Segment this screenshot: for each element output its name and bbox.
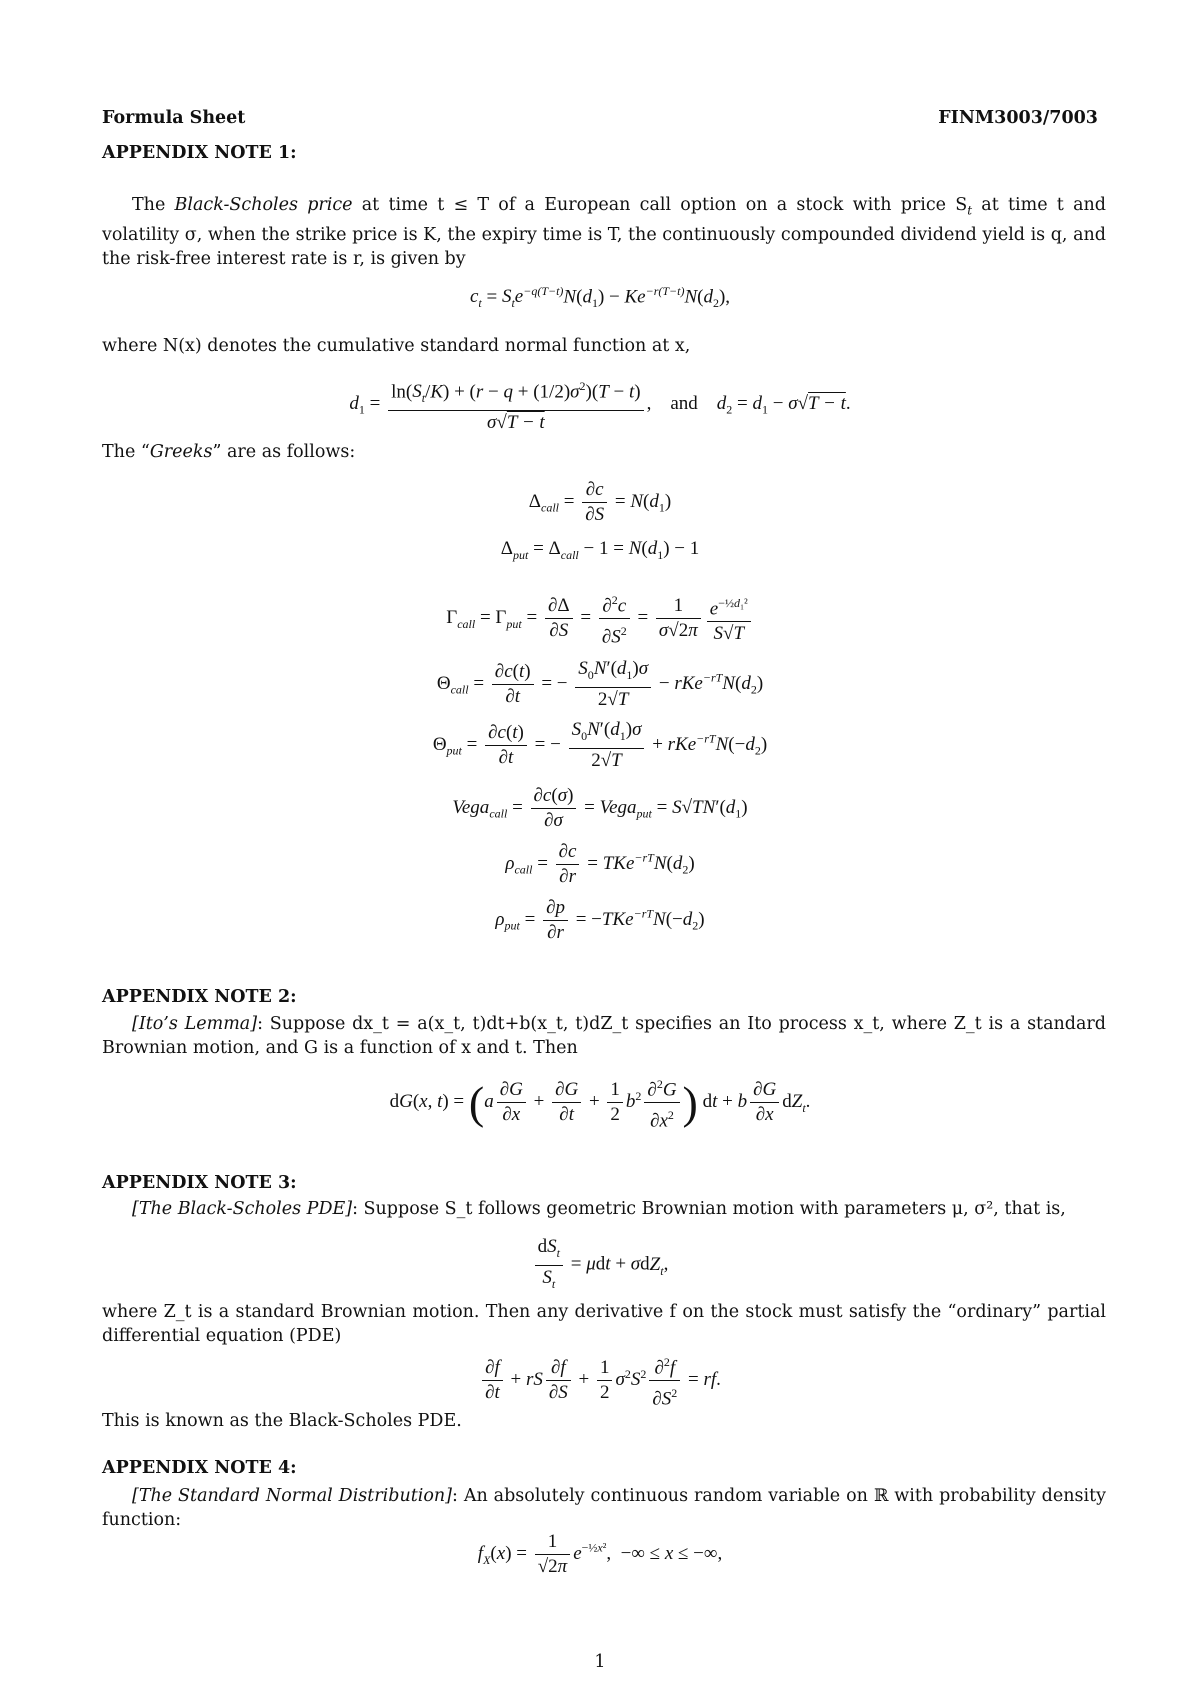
header-left: Formula Sheet <box>102 108 246 128</box>
formula-black-scholes-pde: $\frac{\partial f}{\partial t}$ + rS $\frac{\partial f}{\partial S}$ + $\frac{1}{2}$ $\sigma^2S^2$ $\frac{\partial^2f}{\partial S^2}$ = rf. <box>0 1350 1200 1412</box>
header-right: FINM3003/7003 <box>938 108 1098 128</box>
note3-where: where Z_t is a standard Brownian motion. Then any derivative f on the stock must satisfy the “ordinary” partial differential equation (PDE) <box>102 1302 1106 1346</box>
note1-where-nx: where N(x) denotes the cumulative standard normal function at x, <box>102 336 691 356</box>
formula-call-price: $c_t = S_te^{-q(T-t)}N(d_1) - Ke^{-r(T-t)}N(d_2)$, <box>469 284 731 311</box>
formula-gamma: $\Gamma_{call} = \Gamma_{put}$ = $\frac{\partial\Delta}{\partial S}$ = $\frac{\partial^2c}{\partial S^2}$ = $\frac{1}{\sigma√2\pi}$ $\frac{e^{-\frac{1}{2}d_1^2}}{S√T}$ <box>0 588 1200 650</box>
formula-theta-call: $\Theta_{call}$ = $\frac{\partial c(t)}{\partial t}$ = − $\frac{S_0N'(d_1)\sigma}{2√T}$ − $rKe^{-rT}N(d_2)$ <box>436 658 764 710</box>
formula-vega: Vega$_{call}$ = $\frac{\partial c(\sigma)}{\partial\sigma}$ = Vega$_{put}$ = $S√TN'(d_1)$ <box>452 785 748 831</box>
note1-intro: The Black-Scholes price at time t ≤ T of a European call option on a stock with price $S_t$ at time t and volatility σ, when the strike price is K, the expiry time is T, the continuously compounded dividend yield is q, and the risk-free interest rate is r, is given by <box>102 195 1106 269</box>
note2-body: [Ito’s Lemma]: Suppose dx_t = a(x_t, t)dt+b(x_t, t)dZ_t specifies an Ito process x_t, where Z_t is a standard Brownian motion, and G is a function of x and t. Then <box>102 1014 1106 1058</box>
page-number: 1 <box>594 1652 606 1672</box>
note2-heading: APPENDIX NOTE 2: <box>102 987 297 1007</box>
formula-normal-density: $f_X(x)$ = $\frac{1}{√2\pi}$ $e^{-\frac{1}{2}x^2}$, −∞ ≤ x ≤ −∞, <box>477 1531 723 1577</box>
formula-ito-lemma: dG(x, t) = (a $\frac{\partial G}{\partial x}$ + $\frac{\partial G}{\partial t}$ + $\frac{1}{2}$ $b^2$ $\frac{\partial^2G}{\partial x^2}$ ) dt + b $\frac{\partial G}{\partial x}$ $dZ_t$. <box>0 1072 1200 1134</box>
formula-d1-d2: $d_1$ = $\frac{\ln(S_t/K) + (r - q + (1/2)\sigma^2)(T - t)}{\sigma√T - t}$ , and $d_2 = d_1 - \sigma√T - t$. <box>0 374 1200 435</box>
formula-gbm: $\frac{dS_t}{S_t}$ = μdt + σdZ$_t$, <box>0 1235 1200 1296</box>
formula-theta-put: $\Theta_{put}$ = $\frac{\partial c(t)}{\partial t}$ = − $\frac{S_0N'(d_1)\sigma}{2√T}$ + $rKe^{-rT}N(-d_2)$ <box>432 719 768 771</box>
note3-known-as: This is known as the Black-Scholes PDE. <box>102 1411 462 1431</box>
formula-rho-put: $\rho_{put}$ = $\frac{\partial p}{\partial r}$ = $-TKe^{-rT}N(-d_2)$ <box>495 897 705 943</box>
note3-heading: APPENDIX NOTE 3: <box>102 1173 297 1193</box>
note4-body: [The Standard Normal Distribution]: An absolutely continuous random variable on ℝ with probability density function: <box>102 1486 1106 1530</box>
note1-heading: APPENDIX NOTE 1: <box>102 143 297 163</box>
term-black-scholes-price: Black-Scholes price <box>174 195 353 215</box>
formula-rho-call: $\rho_{call}$ = $\frac{\partial c}{\partial r}$ = $TKe^{-rT}N(d_2)$ <box>505 841 695 887</box>
formula-delta-put: $\Delta_{put} = \Delta_{call} - 1 = N(d_1) - 1$ <box>500 538 700 562</box>
formula-delta-call: $\Delta_{call}$ = $\frac{\partial c}{\partial S}$ = $N(d_1)$ <box>528 479 672 525</box>
note3-body: [The Black-Scholes PDE]: Suppose S_t follows geometric Brownian motion with parameters μ, σ², that is, <box>132 1199 1066 1219</box>
note1-greeks-intro: The “Greeks” are as follows: <box>102 442 356 462</box>
note4-heading: APPENDIX NOTE 4: <box>102 1458 297 1478</box>
